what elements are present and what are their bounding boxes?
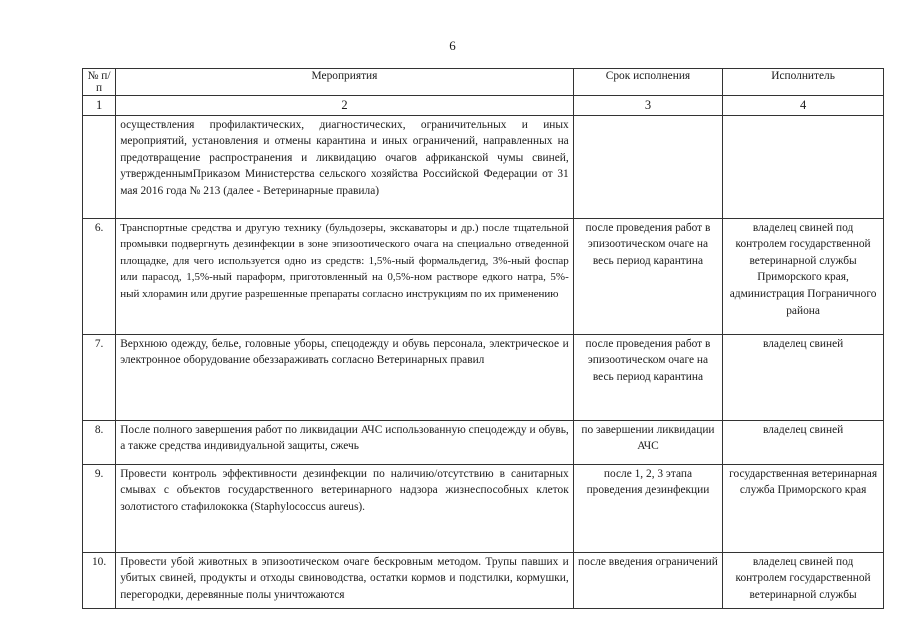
column-index: 1 [83, 96, 116, 116]
row-executor: владелец свиней [723, 334, 884, 420]
row-executor: владелец свиней под контролем государственной ветеринарной службы Приморского края, администрация Пограничного района [723, 218, 884, 334]
table-row [83, 420, 884, 464]
row-term: после 1, 2, 3 этапа проведения дезинфекции [573, 464, 722, 552]
row-action: Верхнюю одежду, белье, головные уборы, спецодежду и обувь персонала, электрическое и электронное оборудование обеззараживать согласно Ветеринарных правил [116, 334, 574, 420]
column-index: 2 [116, 96, 574, 116]
header-term: Срок исполнения [573, 69, 722, 96]
row-executor: владелец свиней [723, 420, 884, 464]
header-executor: Исполнитель [723, 69, 884, 96]
header-measures: Мероприятия [116, 69, 574, 96]
row-number: 7. [83, 334, 116, 420]
measures-table [82, 68, 884, 609]
row-number: 8. [83, 420, 116, 464]
row-number: 10. [83, 552, 116, 608]
row-action: Провести контроль эффективности дезинфекции по наличию/отсутствию в санитарных смывах с объектов государственного ветеринарного надзора жизнеспособных клеток золотистого стафилококка (Staphylococcus aureus). [116, 464, 574, 552]
row-executor [723, 115, 884, 218]
table-row [83, 334, 884, 420]
row-term: после проведения работ в эпизоотическом очаге на весь период карантина [573, 218, 722, 334]
row-number: 9. [83, 464, 116, 552]
row-action: Транспортные средства и другую технику (бульдозеры, экскаваторы и др.) после тщательной промывки подвергнуть дезинфекции в зоне эпизоотического очага на специально отведенной площадке, для чего используется одно из средств: 1,5%-ный формальдегид, 3%-ный фоспар или парасод, 1,5%-ный параформ, приготовленный на 0,5%-ном растворе едкого натра, 5%-ный хлорамин или другие разрешенные препараты согласно инструкциям по их применению [116, 218, 574, 334]
row-term: после проведения работ в эпизоотическом очаге на весь период карантина [573, 334, 722, 420]
row-executor: государственная ветеринарная служба Приморского края [723, 464, 884, 552]
column-index: 4 [723, 96, 884, 116]
header-num: № п/п [83, 69, 116, 96]
table-row [83, 552, 884, 608]
table-row [83, 464, 884, 552]
row-executor: владелец свиней под контролем государственной ветеринарной службы [723, 552, 884, 608]
row-action: осуществления профилактических, диагностических, ограничительных и иных мероприятий, установления и отмены карантина и иных ограничений, направленных на предотвращение распространения и ликвидацию очагов африканской чумы свиней, утвержденнымПриказом Министерства сельского хозяйства Российской Федерации от 31 мая 2016 года № 213 (далее - Ветеринарные правила) [116, 115, 574, 218]
table-row [83, 115, 884, 218]
table-row [83, 218, 884, 334]
column-index-row [83, 96, 884, 116]
row-number [83, 115, 116, 218]
page-number: 6 [449, 38, 456, 53]
row-number: 6. [83, 218, 116, 334]
column-index: 3 [573, 96, 722, 116]
row-term: после введения ограничений [573, 552, 722, 608]
row-action: Провести убой животных в эпизоотическом очаге бескровным методом. Трупы павших и убитых свиней, продукты и отходы свиноводства, остатки кормов и подстилки, кормушки, перегородки, деревянные полы уничтожаются [116, 552, 574, 608]
header-row [83, 69, 884, 96]
row-action: После полного завершения работ по ликвидации АЧС использованную спецодежду и обувь, а также средства индивидуальной защиты, сжечь [116, 420, 574, 464]
row-term: по завершении ликвидации АЧС [573, 420, 722, 464]
row-term [573, 115, 722, 218]
